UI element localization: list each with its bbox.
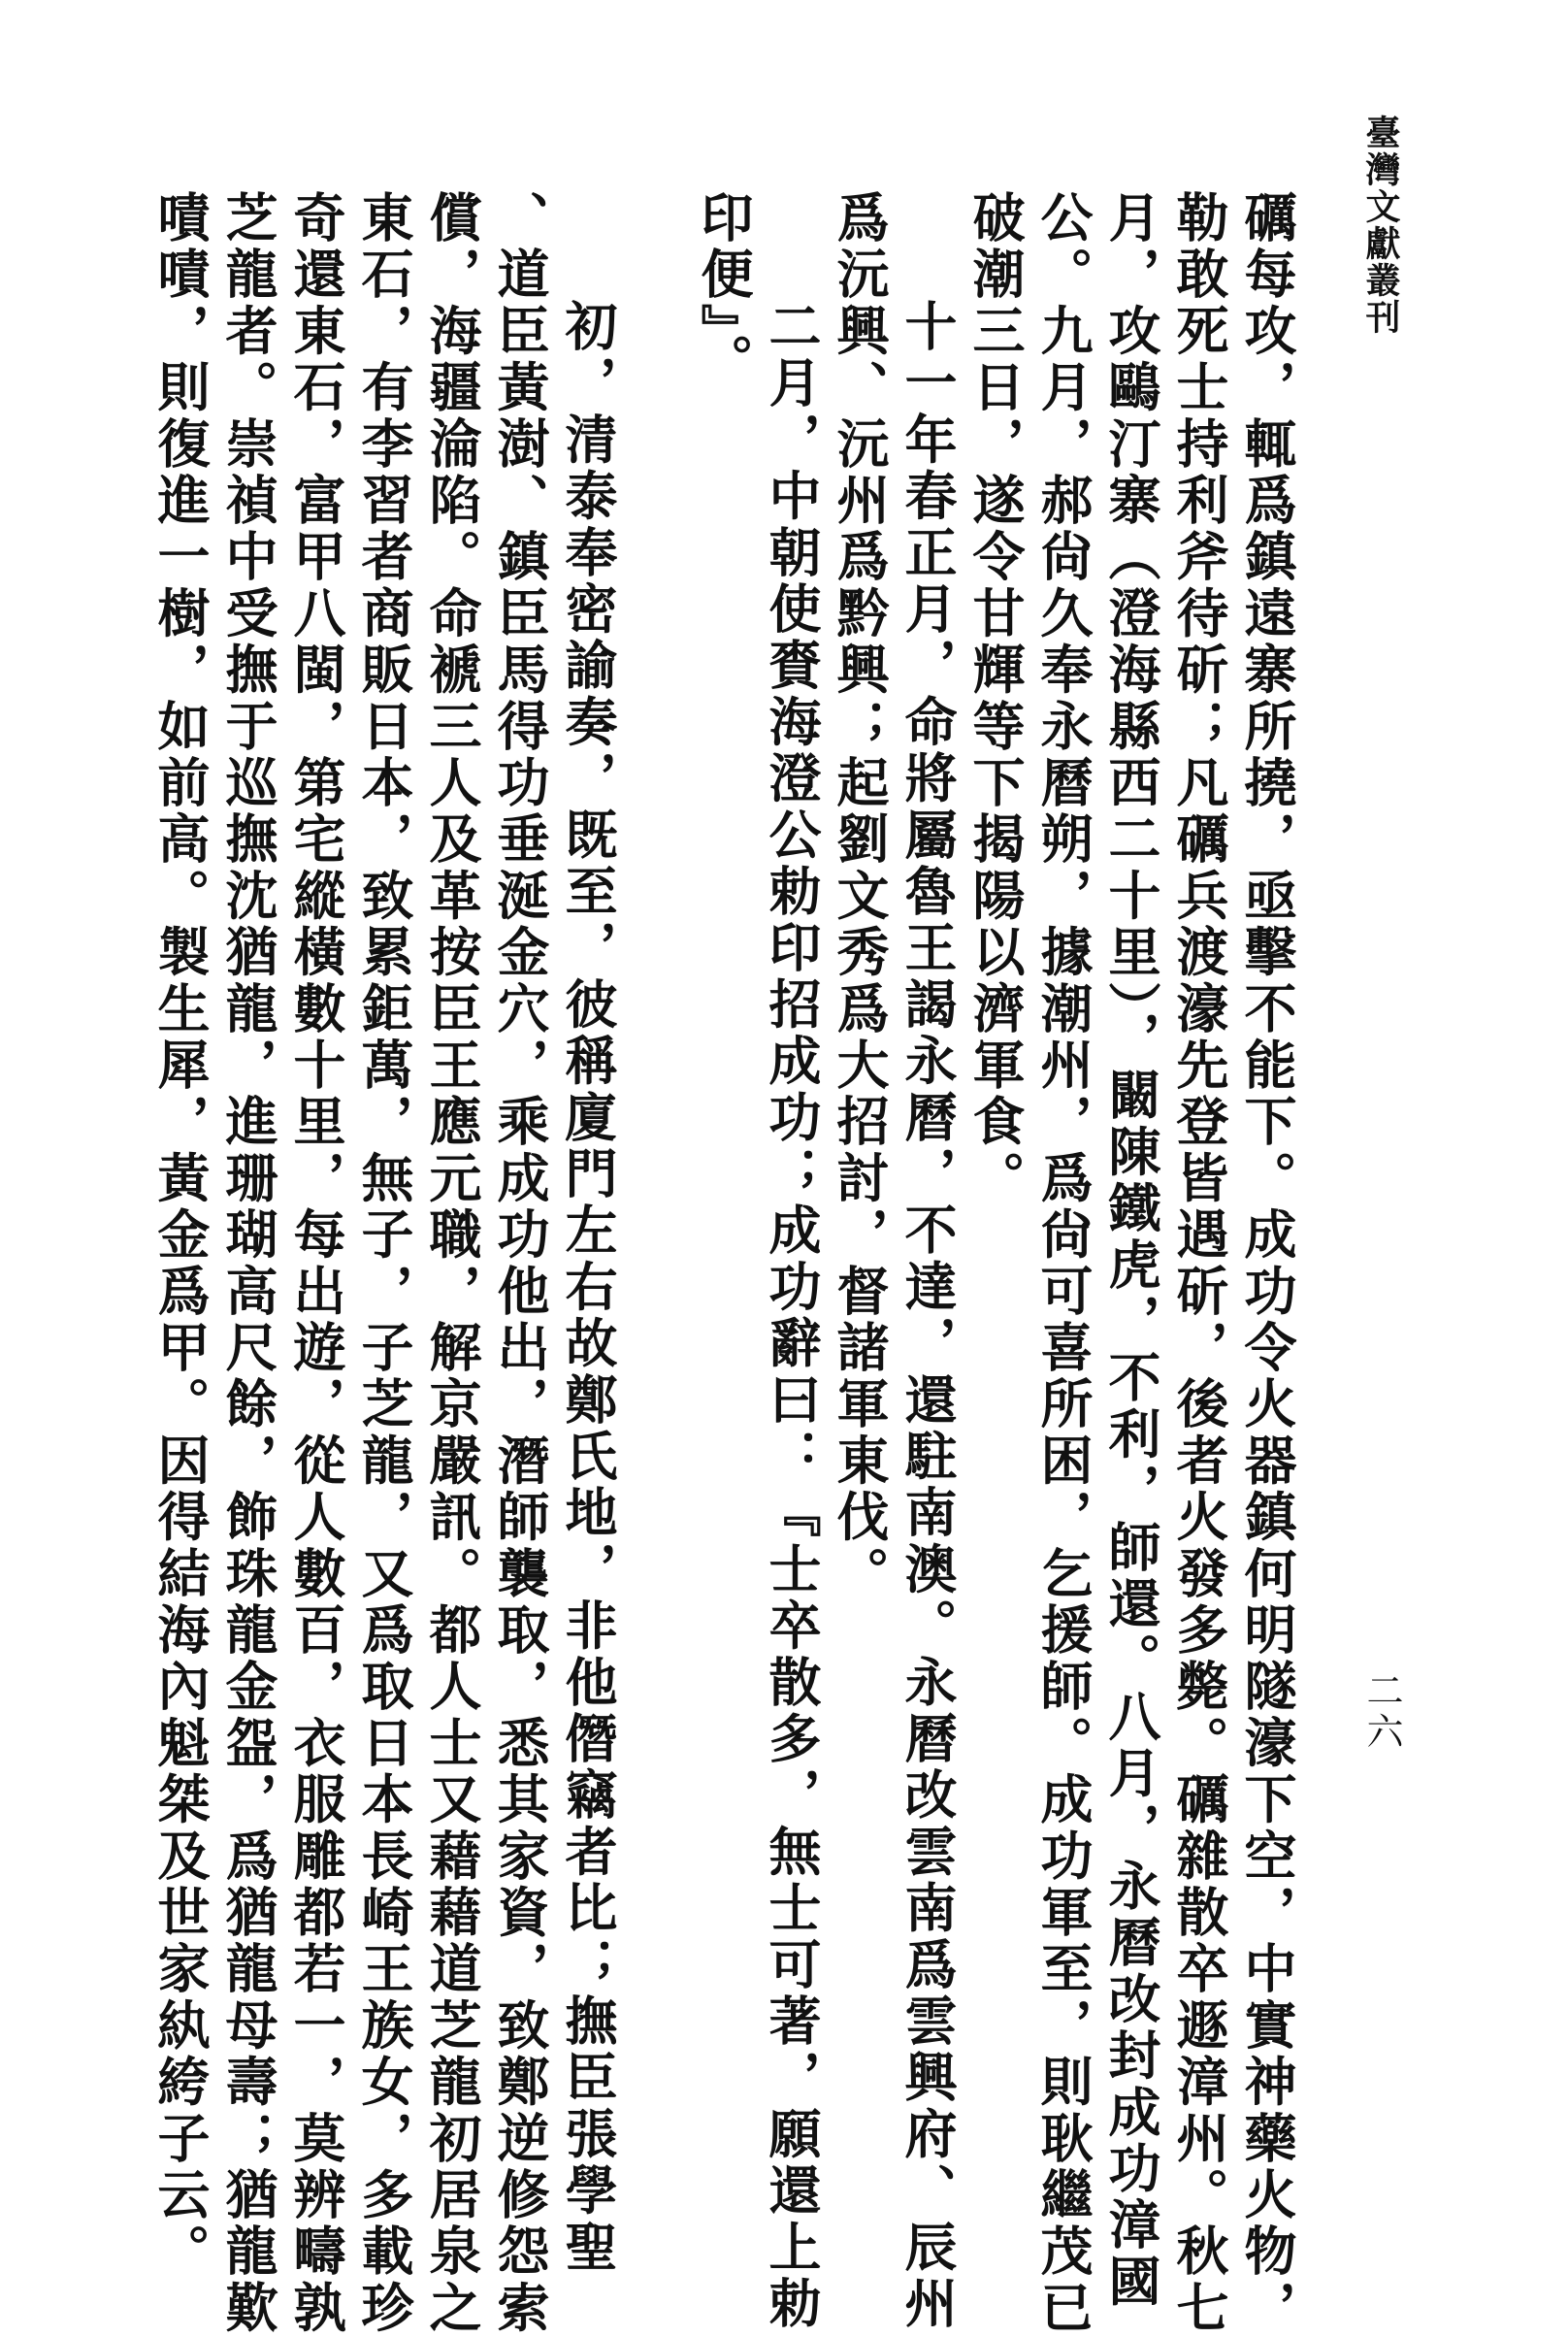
text-column: 公。九月，郝尙久奉永曆朔，據潮州，爲尙可喜所困，乞援師。成功軍至，則耿繼茂已 (1032, 190, 1094, 2337)
text-column: 初，清泰奉密諭奏，既至，彼稱廈門左右故鄭氏地，非他僭竊者比；撫臣張學聖 (557, 299, 619, 2276)
text-column: 芝龍者。崇禎中受撫于巡撫沈猶龍，進珊瑚高尺餘，飾珠龍金盌，爲猶龍母壽；猶龍歎 (217, 190, 279, 2337)
text-column: 勒敢死士持利斧待斫；凡礪兵渡濠先登皆遇斫，後者火發多斃。礪雜散卒遯漳州。秋七 (1168, 190, 1230, 2337)
text-column: 破潮三日，遂令甘輝等下揭陽以濟軍食。 (964, 190, 1027, 1207)
body-text (149, 190, 1298, 2337)
text-column: 爲沅興、沅州爲黔興；起劉文秀爲大招討，督諸軍東伐。 (829, 190, 891, 1602)
text-column: 東石，有李習者商販日本，致累鉅萬，無子，子芝龍，又爲取日本長崎王族女，多載珍 (353, 190, 415, 2337)
text-column: 礪每攻，輒爲鎮遠寨所撓，亟擊不能下。成功令火器鎮何明隧濠下空，中實神藥火物， (1236, 190, 1298, 2337)
page-number: 二六 (1360, 1671, 1403, 1753)
running-title: 臺灣文獻叢刊 (1360, 115, 1401, 336)
text-column: 償，海疆淪陷。命褫三人及革按臣王應元職，解京嚴訊。都人士又藉藉道芝龍初居泉之 (421, 190, 483, 2337)
text-column: 二月，中朝使賚海澄公勅印招成功；成功辭曰：『士卒散多，無士可著，願還上勅 (761, 299, 823, 2333)
text-column: 、道臣黃澍、鎮臣馬得功垂涎金穴，乘成功他出，潛師襲取，悉其家資，致鄭逆修怨索 (489, 190, 551, 2337)
text-column: 奇還東石，富甲八閩，第宅縱橫數十里，每出遊，從人數百，衣服雕都若一，莫辨疇孰 (285, 190, 347, 2337)
text-column: 嘖嘖，則復進一樹，如前高。製生犀，黃金爲甲。因得結海內魁桀及世家紈絝子云。 (149, 190, 212, 2281)
text-column: 月，攻鷗汀寨（澄海縣西二十里），闞陳鐵虎，不利，師還。八月，永曆改封成功漳國 (1100, 190, 1162, 2311)
text-column: 印便』。 (693, 190, 755, 390)
text-column: 十一年春正月，命將屬魯王謁永曆，不達，還駐南澳。永曆改雲南爲雲興府、辰州 (897, 299, 959, 2333)
